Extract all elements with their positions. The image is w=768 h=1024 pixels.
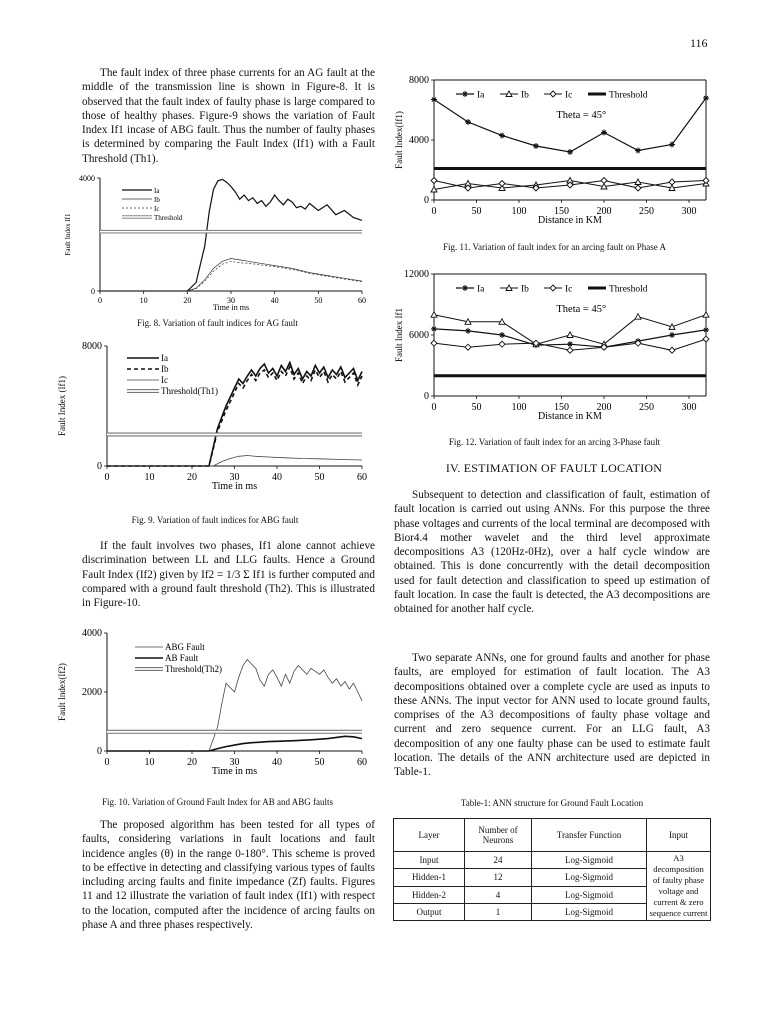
x-tick-label: 40: [272, 472, 282, 483]
x-tick-label: 10: [144, 472, 155, 483]
section-title: IV. ESTIMATION OF FAULT LOCATION: [445, 461, 663, 475]
legend-label: Threshold: [154, 214, 183, 222]
x-tick-label: 30: [229, 472, 240, 483]
series-ic: [107, 456, 362, 467]
table-header-cell: Input: [647, 819, 711, 852]
series-line: [434, 98, 706, 152]
data-point: [431, 340, 437, 346]
y-tick-label: 6000: [409, 330, 429, 341]
y-tick-label: 0: [424, 195, 429, 206]
x-tick-label: 300: [681, 206, 697, 217]
data-point: [462, 91, 468, 97]
data-point: [567, 347, 573, 353]
x-tick-label: 20: [183, 296, 192, 305]
x-tick-label: 20: [187, 472, 197, 483]
x-tick-label: 60: [357, 472, 367, 483]
series-line: [107, 660, 362, 752]
x-tick-label: 50: [314, 757, 325, 768]
table-input-cell: A3 decomposition of faulty phase voltage and current & zero sequence current: [647, 852, 711, 921]
legend-label: Threshold: [609, 90, 648, 101]
table-cell: Output: [394, 903, 465, 920]
left-para-1: [82, 66, 375, 166]
ann-structure-table: [393, 818, 711, 921]
series-ia: [431, 95, 709, 155]
x-tick-label: 250: [639, 206, 654, 217]
x-axis-label: Time in ms: [212, 303, 250, 312]
x-tick-label: 100: [511, 402, 527, 413]
x-tick-label: 10: [139, 296, 148, 305]
x-tick-label: 0: [104, 757, 110, 768]
data-point: [567, 332, 573, 338]
legend-label: Ib: [154, 196, 160, 204]
data-point: [550, 285, 556, 291]
fig8-caption: Fig. 8. Variation of fault indices for AG fault: [137, 318, 298, 328]
legend-label: Threshold(Th1): [161, 386, 218, 396]
data-point: [703, 312, 709, 318]
legend-label: Ic: [154, 205, 160, 213]
data-point: [567, 149, 573, 155]
data-point: [462, 285, 468, 291]
series-ib: [107, 367, 362, 466]
series-abg-fault: [107, 660, 362, 752]
table-header-cell: Transfer Function: [532, 819, 647, 852]
x-tick-label: 50: [471, 402, 482, 413]
y-axis-label: Fault Index (If1): [57, 376, 67, 436]
fig10-chart: [55, 623, 380, 793]
table-header-cell: Layer: [394, 819, 465, 852]
data-point: [669, 347, 675, 353]
x-tick-label: 200: [596, 402, 612, 413]
fig9-chart: [55, 338, 375, 513]
table-cell: 4: [465, 886, 532, 903]
data-point: [499, 181, 505, 187]
x-axis-label: Distance in KM: [538, 411, 602, 422]
data-point: [635, 148, 641, 154]
data-point: [533, 143, 539, 149]
series-ia: [107, 363, 362, 467]
data-point: [635, 185, 641, 191]
paragraph: The fault index of three phase currents for an AG fault at the middle of the transmission line is shown in Figure-8. It is observed that the fault index of faulty phase is large compared to those of healthy phases. Figure-9 shows the variation of Fault Index If1 incase of ABG fault. Thus the number of faulty phases is determined by comparing the Fault Index (If1) with a Fault Threshold (Th1).: [82, 67, 375, 165]
x-tick-label: 50: [314, 296, 323, 305]
legend-label: Ib: [521, 284, 529, 295]
x-tick-label: 150: [554, 206, 569, 217]
y-tick-label: 8000: [409, 75, 429, 86]
table-row: [394, 852, 711, 869]
paragraph: Subsequent to detection and classification of fault, estimation of fault location is carried out using ANNs. For this purpose the three phase voltages and currents of the local terminal are decomposed with Bior4.4 mother wavelet and the third level approximate decompositions A3 (120Hz-0Hz), over a half cycle window are obtained. This is done concurrently with the detail decomposition used for fault detection and classification to speed up estimation of fault location. In case the fault is detected, the A3 decompositions are obtained for another half cycle.: [394, 489, 710, 616]
paragraph: The proposed algorithm has been tested for all types of faults, considering variations in fault locations and fault incidence angles (θ) in the range 0-180°. This scheme is proved to be effective in detecting and classifying various types of faults including arcing faults and finite impedance (Zf) faults. Figures 11 and 12 illustrate the variation of fault index (If1) with respect to the location, computed after the incidence of arcing faults on phase A and three phases respectively.: [82, 819, 375, 932]
y-tick-label: 12000: [404, 269, 429, 280]
legend-label: Ia: [161, 353, 168, 363]
data-point: [431, 312, 437, 318]
x-tick-label: 0: [98, 296, 102, 305]
table-cell: Hidden-1: [394, 869, 465, 886]
x-tick-label: 0: [104, 472, 110, 483]
fig8-chart: [60, 172, 375, 322]
legend-label: Threshold(Th2): [165, 664, 222, 674]
fig9-caption: Fig. 9. Variation of fault indices for ABG fault: [131, 515, 299, 525]
series-ab-fault: [107, 736, 362, 751]
y-tick-label: 0: [97, 461, 102, 472]
data-point: [431, 326, 437, 332]
data-point: [465, 344, 471, 350]
data-point: [635, 179, 641, 185]
y-axis-label: Fault Index If1: [394, 308, 404, 362]
series-ib: [100, 259, 362, 292]
data-point: [567, 341, 573, 347]
table-cell: Log-Sigmoid: [532, 903, 647, 920]
legend-label: Threshold: [609, 284, 648, 295]
data-point: [635, 314, 641, 320]
right-para-2: [394, 651, 710, 780]
table-cell: 12: [465, 869, 532, 886]
data-point: [669, 179, 675, 185]
table-cell: Input: [394, 852, 465, 869]
data-point: [550, 91, 556, 97]
series-line: [434, 315, 706, 345]
y-tick-label: 4000: [409, 135, 429, 146]
table-cell: 1: [465, 903, 532, 920]
x-axis-label: Distance in KM: [538, 215, 602, 226]
series-ic: [100, 261, 362, 291]
series-line: [100, 259, 362, 292]
legend-label: Ic: [565, 90, 573, 101]
data-point: [703, 178, 709, 184]
x-tick-label: 40: [272, 757, 282, 768]
data-point: [601, 130, 607, 136]
theta-annotation: Theta = 45°: [556, 304, 607, 315]
y-tick-label: 0: [97, 746, 102, 757]
y-axis-label: Fault Index If1: [64, 213, 72, 256]
table-header-row: [394, 819, 711, 852]
data-point: [465, 328, 471, 334]
data-point: [703, 327, 709, 333]
series-line: [100, 179, 362, 291]
data-point: [669, 332, 675, 338]
y-tick-label: 4000: [79, 174, 95, 183]
data-point: [499, 341, 505, 347]
legend-label: ABG Fault: [165, 642, 205, 652]
data-point: [499, 133, 505, 139]
y-tick-label: 4000: [82, 628, 102, 639]
x-tick-label: 30: [229, 757, 240, 768]
legend-label: Ib: [521, 90, 529, 101]
table-cell: 24: [465, 852, 532, 869]
y-axis-label: Fault Index(If2): [57, 663, 67, 721]
x-tick-label: 20: [187, 757, 197, 768]
legend-label: Ia: [477, 284, 485, 295]
series-line: [107, 456, 362, 467]
x-tick-label: 60: [358, 296, 366, 305]
table-cell: Hidden-2: [394, 886, 465, 903]
series-line: [100, 261, 362, 291]
y-tick-label: 0: [91, 287, 95, 296]
x-tick-label: 300: [681, 402, 697, 413]
table-cell: Log-Sigmoid: [532, 869, 647, 886]
paragraph: Two separate ANNs, one for ground faults and another for phase faults, are employed for estimation of fault location. The A3 decompositions obtained over a complete cycle are used as inputs to these ANNs. The input vector for ANN used to locate ground faults, comprises of the A3 decompositions of faulty phase voltage and current and zero sequence current. For an LLG fault, A3 decomposition of any one faulty phase can be used to estimate fault location. The details of the ANN architecture used are depicted in Table-1.: [394, 652, 710, 779]
left-para-3: [82, 818, 375, 932]
fig11-chart: [392, 72, 717, 245]
data-point: [601, 178, 607, 184]
x-tick-label: 0: [431, 402, 437, 413]
series-ia: [100, 179, 362, 291]
series-line: [107, 367, 362, 466]
x-tick-label: 200: [596, 206, 612, 217]
data-point: [499, 332, 505, 338]
fig12-caption: Fig. 12. Variation of fault index for an arcing 3-Phase fault: [448, 437, 661, 447]
x-tick-label: 50: [471, 206, 482, 217]
data-point: [431, 178, 437, 184]
legend-label: Ic: [565, 284, 573, 295]
legend-label: Ia: [154, 187, 160, 195]
table-cell: Log-Sigmoid: [532, 886, 647, 903]
fig12-chart: [392, 266, 717, 443]
x-axis-label: Time in ms: [211, 766, 258, 777]
paragraph: If the fault involves two phases, If1 alone cannot achieve discrimination between LL and LLG faults. Hence a Ground Fault Index (If2) given by If2 = 1/3 Σ If1 is further computed and compared with a ground fault threshold (Th2). This is illustrated in Figure-10.: [82, 540, 375, 610]
table-header-cell: Number of Neurons: [465, 819, 532, 852]
table-caption: Table-1: ANN structure for Ground Fault Location: [460, 798, 644, 808]
x-tick-label: 30: [227, 296, 235, 305]
y-tick-label: 2000: [82, 687, 102, 698]
x-axis-label: Time in ms: [211, 481, 258, 492]
x-tick-label: 40: [270, 296, 279, 305]
legend-label: Ia: [477, 90, 485, 101]
series-line: [107, 736, 362, 751]
page-number: 116: [690, 36, 708, 50]
x-tick-label: 250: [639, 402, 654, 413]
table-cell: Log-Sigmoid: [532, 852, 647, 869]
x-tick-label: 60: [357, 757, 367, 768]
fig10-caption: Fig. 10. Variation of Ground Fault Index for AB and ABG faults: [101, 797, 334, 807]
fig11-caption: Fig. 11. Variation of fault index for an arcing fault on Phase A: [443, 242, 666, 252]
data-point: [703, 336, 709, 342]
x-tick-label: 50: [314, 472, 325, 483]
y-tick-label: 8000: [82, 341, 102, 352]
x-tick-label: 150: [554, 402, 569, 413]
left-para-2: [82, 539, 375, 610]
y-tick-label: 0: [424, 391, 429, 402]
y-axis-label: Fault Index(If1): [394, 111, 404, 169]
series-line: [107, 363, 362, 467]
legend-label: Ic: [161, 375, 168, 385]
right-para-1: [394, 488, 710, 617]
legend-label: Ib: [161, 364, 169, 374]
x-tick-label: 100: [511, 206, 527, 217]
x-tick-label: 0: [431, 206, 437, 217]
x-tick-label: 10: [144, 757, 155, 768]
legend-label: AB Fault: [165, 653, 199, 663]
theta-annotation: Theta = 45°: [556, 110, 607, 121]
